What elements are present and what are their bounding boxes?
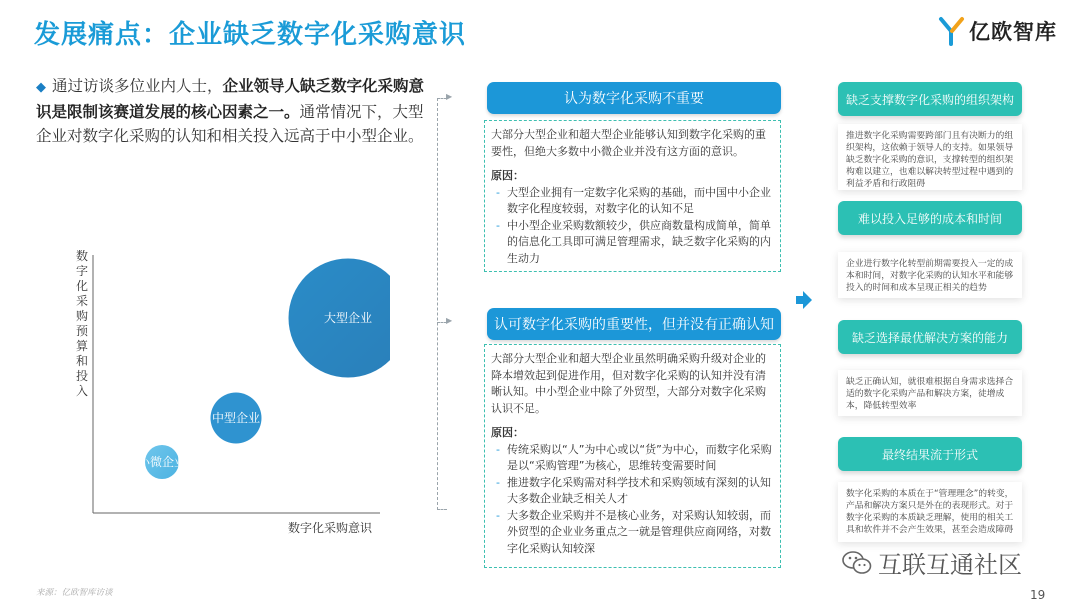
watermark-text: 互联互通社区 (878, 551, 1022, 579)
watermark (842, 545, 1022, 580)
intro-suffix: 通常情况下，大型企业对数字化采购的认知和相关投入远高于中小型企业。 (36, 103, 424, 145)
mid-box1-reason-label: 原因： (491, 169, 524, 182)
bubble-label: 中型企业 (211, 411, 261, 425)
intro-bold: 企业领导人缺乏数字化采购意识是限制该赛道发展的核心因素之一。 (36, 77, 425, 121)
bubble-chart (70, 250, 390, 540)
wechat-icon (842, 550, 872, 576)
page-number: 19 (1030, 588, 1046, 602)
bubble-label: 大型企业 (323, 311, 373, 325)
intro-paragraph (36, 74, 436, 148)
mid-box2 (484, 344, 781, 568)
mid-box2-header: 认可数字化采购的重要性，但并没有正确认知 (487, 308, 781, 340)
list-item: - 推进数字化采购需对科学技术和采购领域有深刻的认知大多数企业缺乏相关人才 (507, 475, 774, 508)
intro-prefix: 通过访谈多位业内人士， (52, 77, 223, 95)
mid-box2-reason-label: 原因： (491, 426, 524, 439)
logo (938, 16, 1057, 46)
source-note: 来源：亿欧智库访谈 (36, 588, 113, 598)
right-card3-header: 缺乏选择最优解决方案的能力 (838, 320, 1022, 354)
page-title: 发展痛点：企业缺乏数字化采购意识 (34, 20, 467, 50)
connector-bracket (437, 98, 447, 510)
big-arrow-icon (796, 291, 812, 309)
right-card1-header: 缺乏支撑数字化采购的组织架构 (838, 82, 1022, 116)
y-axis-label: 数字化采购预算和投入 (75, 250, 89, 398)
bubble-label: 小微企业 (137, 455, 187, 469)
mid-box1 (484, 120, 781, 272)
mid-box1-desc: 大部分大型企业和超大型企业能够认知到数字化采购的重要性，但绝大多数中小微企业并没有这方面的意识。 (491, 128, 766, 158)
list-item: - 大多数企业采购并不是核心业务，对采购认知较弱，而外贸型的企业业务重点之一就是管理供应商网络，对数字化采购认知较深 (507, 508, 774, 558)
right-card2-header: 难以投入足够的成本和时间 (838, 201, 1022, 235)
right-card3-text: 缺乏正确认知，就很难根据自身需求选择合适的数字化采购产品和解决方案，徒增成本，降低转型效率 (838, 370, 1022, 416)
right-card1-text: 推进数字化采购需要跨部门且有决断力的组织架构，这依赖于领导人的支持。如果领导缺乏数字化采购的意识，支撑转型的组织架构难以建立，也难以解决转型过程中遇到的利益矛盾和行政阻碍 (838, 124, 1022, 190)
right-card4-text: 数字化采购的本质在于“管理理念”的转变，产品和解决方案只是外在的表现形式。对于数字化采购的本质缺乏理解，使用的相关工具和软件并不会产生效果，甚至会造成障碍 (838, 482, 1022, 542)
mid-box1-header: 认为数字化采购不重要 (487, 82, 781, 114)
list-item: - 中小型企业采购数额较少，供应商数量构成简单，简单的信息化工具即可满足管理需求，缺乏数字化采购的内生动力 (507, 218, 774, 268)
list-item: - 大型企业拥有一定数字化采购的基础，而中国中小企业数字化程度较弱，对数字化的认知不足 (507, 185, 774, 218)
x-axis-label: 数字化采购意识 (287, 521, 373, 535)
diamond-bullet-icon: ◆ (36, 80, 46, 95)
logo-icon (938, 16, 966, 46)
right-card2-text: 企业进行数字化转型前期需要投入一定的成本和时间，对数字化采购的认知水平和能够投入的时间和成本呈现正相关的趋势 (838, 252, 1022, 298)
mid-box2-desc: 大部分大型企业和超大型企业虽然明确采购升级对企业的降本增效起到促进作用，但对数字化采购的认知并没有清晰认知。中小型企业中除了外贸型，大部分对数字化采购认识不足。 (491, 352, 766, 415)
right-card4-header: 最终结果流于形式 (838, 437, 1022, 471)
logo-text: 亿欧智库 (969, 20, 1057, 44)
list-item: - 传统采购以“人”为中心或以“货”为中心，而数字化采购是以“采购管理”为核心，思维转变需要时间 (507, 442, 774, 475)
arrow-right-icon: ▶ (446, 316, 453, 325)
arrow-right-icon: ▶ (446, 92, 453, 101)
